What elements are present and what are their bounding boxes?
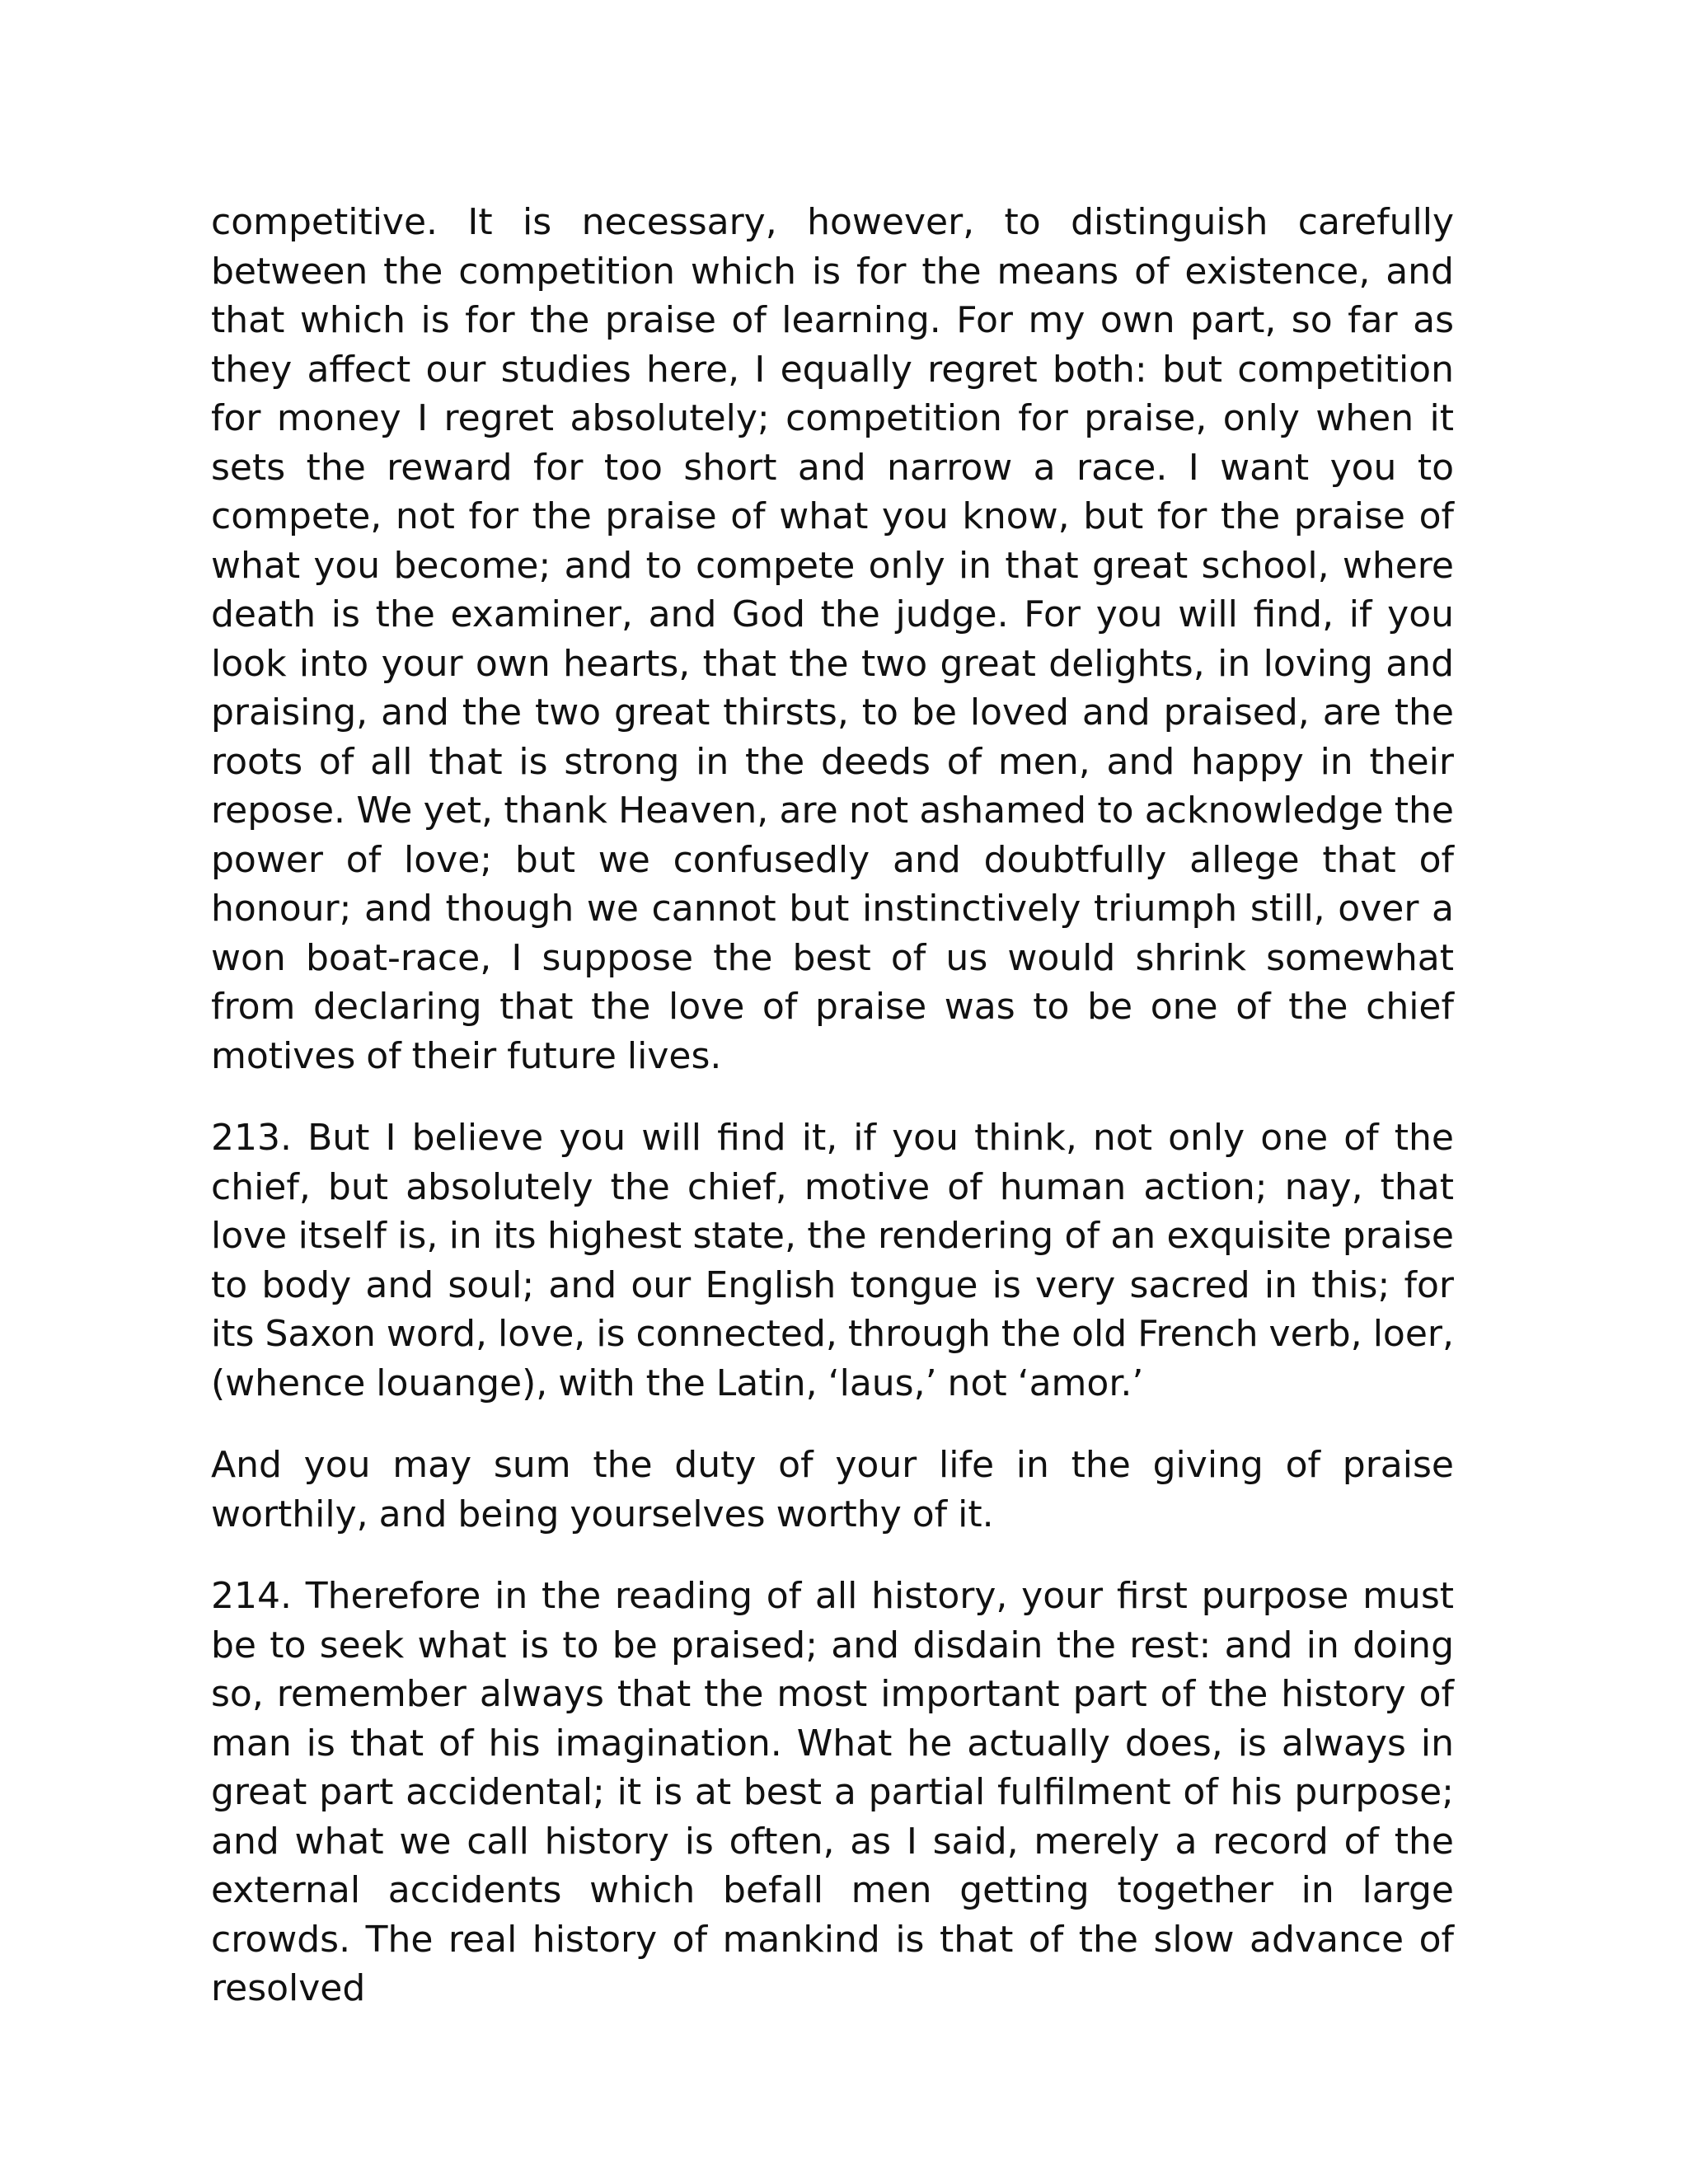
paragraph-duty: And you may sum the duty of your life in the giving of praise worthily, and being yourselves worthy of it. <box>211 1444 1454 1535</box>
paragraph-competition: competitive. It is necessary, however, to distinguish carefully between the competition which is for the means of existence, and that which is for the praise of learning. For my own part, so far as they affect our studies here, I equally regret both: but competition for money I regret absolutely; competition for praise, only when it sets the reward for too short and narrow a race. I want you to compete, not for the praise of what you know, but for the praise of what you become; and to compete only in that great school, where death is the examiner, and God the judge. For you will find, if you look into your own hearts, that the two great delights, in loving and praising, and the two great thirsts, to be loved and praised, are the roots of all that is strong in the deeds of men, and happy in their repose. We yet, thank Heaven, are not ashamed to acknowledge the power of love; but we confusedly and doubtfully allege that of honour; and though we cannot but instinctively triumph still, over a won boat-race, I suppose the best of us would shrink somewhat from declaring that the love of praise was to be one of the chief motives of their future lives. <box>211 201 1454 1077</box>
paragraph-214: 214. Therefore in the reading of all history, your first purpose must be to seek what is to be praised; and disdain the rest: and in doing so, remember always that the most important part of the history of man is that of his imagination. What he actually does, is always in great part accidental; it is at best a partial fulfilment of his purpose; and what we call history is often, as I said, merely a record of the external accidents which befall men getting together in large crowds. The real history of mankind is that of the slow advance of resolved <box>211 1575 1454 2009</box>
page-body <box>211 198 1454 2013</box>
paragraph-213: 213. But I believe you will find it, if you think, not only one of the chief, but absolutely the chief, motive of human action; nay, that love itself is, in its highest state, the rendering of an exquisite praise to body and soul; and our English tongue is very sacred in this; for its Saxon word, love, is connected, through the old French verb, loer, (whence louange), with the Latin, ‘laus,’ not ‘amor.’ <box>211 1117 1454 1404</box>
